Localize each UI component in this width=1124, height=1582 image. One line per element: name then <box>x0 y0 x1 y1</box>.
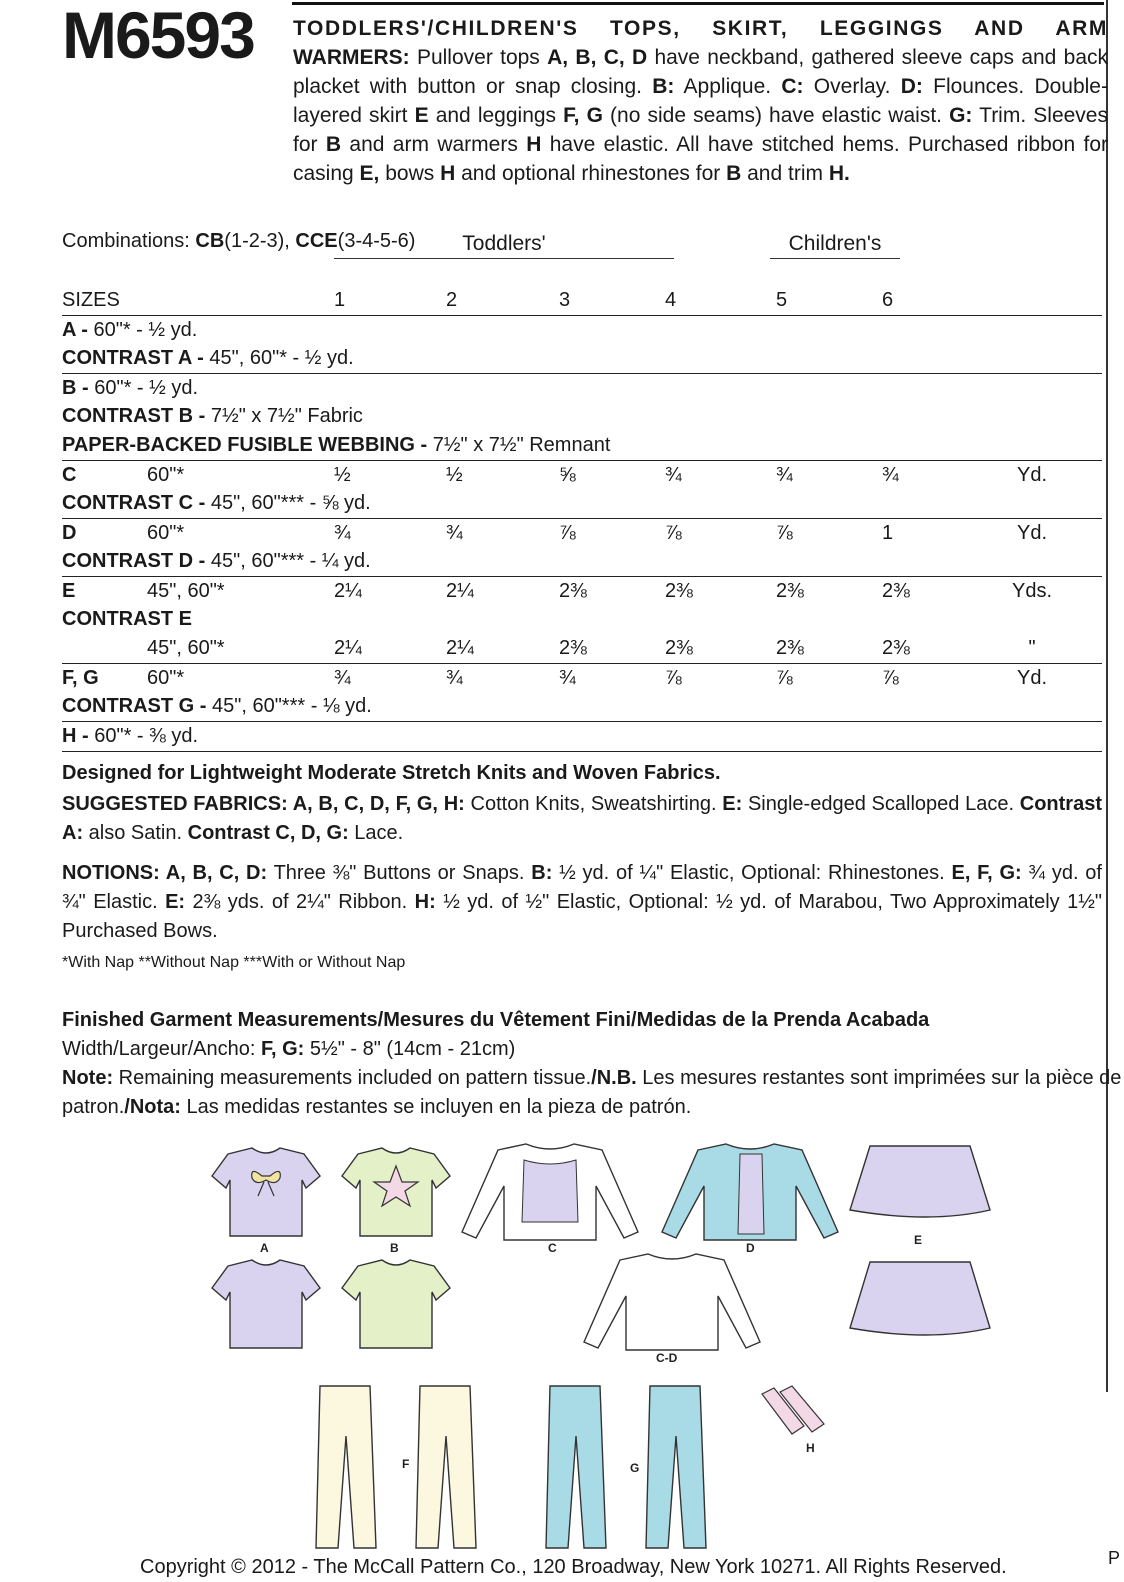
yardage-text: 7½" x 7½" Fabric <box>210 405 363 427</box>
yardage-size-1: ¾ <box>334 522 351 544</box>
fabrics-segments-segment: E: <box>722 793 743 815</box>
notions-segments-segment: ¾ yd. of ¾" Elastic. <box>62 862 1102 913</box>
description-segment: D: <box>900 75 923 98</box>
copyright: Copyright © 2012 - The McCall Pattern Co., 120 Broadway, New York 10271. All Rights Reserved. <box>140 1556 1007 1578</box>
garment-illustrations <box>180 1136 1020 1556</box>
page-edge-rule <box>1106 0 1108 1392</box>
note-segment: Note: <box>62 1067 114 1089</box>
width-value: 5½" - 8" (14cm - 21cm) <box>304 1038 516 1060</box>
combo-cce-sizes: (3-4-5-6) <box>337 230 416 252</box>
nap-key: *With Nap **Without Nap ***With or Without Nap <box>62 954 406 971</box>
yardage-size-1: 2¼ <box>334 637 362 659</box>
description-segment: B <box>325 133 342 156</box>
finished-measurements <box>62 1006 1122 1122</box>
view-name: H - <box>62 725 95 747</box>
yardage-size-4: 2⅜ <box>665 580 693 602</box>
width-views: F, G: <box>261 1038 305 1060</box>
view-name: A - <box>62 319 94 341</box>
view-name: CONTRAST C - <box>62 492 211 514</box>
view-name: PAPER-BACKED FUSIBLE WEBBING - <box>62 434 433 456</box>
children-size-group <box>770 232 900 283</box>
yardage-line <box>62 344 354 373</box>
yardage-size-1: 2¼ <box>334 580 362 602</box>
notions-segments-segment: B: <box>531 862 553 884</box>
view-name: F, G <box>62 667 99 689</box>
finished-width <box>62 1035 1122 1064</box>
yardage-text: 60"* - ½ yd. <box>94 377 199 399</box>
yardage-row-webbing <box>62 431 1102 460</box>
header-rule <box>292 2 1104 5</box>
yardage-size-4: 2⅜ <box>665 637 693 659</box>
pattern-description <box>293 14 1108 188</box>
description-segment: have neckband, gathered sleeve caps and back placket with button or snap closing. <box>293 46 1109 98</box>
view-label-d: D <box>746 1241 755 1255</box>
view-b-back-illustration <box>342 1260 450 1348</box>
view-label-cd: C-D <box>656 1351 678 1365</box>
yardage-size-5: 2⅜ <box>776 637 804 659</box>
yardage-line <box>62 489 371 518</box>
view-name: CONTRAST D - <box>62 550 211 572</box>
yardage-row-fg <box>62 663 1102 693</box>
yardage-size-3: ¾ <box>559 667 576 689</box>
description-segment: Overlay. <box>803 75 901 98</box>
description-segment: E, <box>359 162 380 185</box>
view-name: CONTRAST E <box>62 608 192 630</box>
yardage-text: 45", 60"*** - ⅝ yd. <box>210 492 371 514</box>
suggested-fabrics <box>62 790 1102 848</box>
yardage-size-5: ¾ <box>776 464 793 486</box>
description-segment: H. <box>828 162 850 185</box>
yardage-size-1: ¾ <box>334 667 351 689</box>
yardage-size-2: 2¼ <box>446 637 474 659</box>
note-segment: Las medidas restantes se incluyen en la pieza de patrón. <box>180 1096 692 1118</box>
yardage-size-2: 2¼ <box>446 580 474 602</box>
notions-segments-segment: ½ yd. of ½" Elastic, Optional: ½ yd. of Marabou, Two Approximately 1½" Purchased Bows. <box>62 891 1102 942</box>
yardage-line <box>62 431 610 460</box>
view-label-a: A <box>260 1241 269 1255</box>
yardage-text: 7½" x 7½" Remnant <box>432 434 611 456</box>
view-c-top-illustration <box>462 1144 638 1255</box>
combinations <box>62 230 415 253</box>
yardage-size-5: 2⅜ <box>776 580 804 602</box>
yardage-size-2: ½ <box>446 464 463 486</box>
yardage-size-4: ⅞ <box>665 522 682 544</box>
description-segment: and optional rhinestones for <box>455 162 727 185</box>
view-name: CONTRAST A - <box>62 347 210 369</box>
pattern-title: TODDLERS'/CHILDREN'S TOPS, SKIRT, LEGGINGS AND ARM <box>293 17 1108 40</box>
yardage-row-d <box>62 518 1102 548</box>
description-segment: Flounces. Double-layered skirt <box>293 75 1108 127</box>
yardage-unit: Yds. <box>1011 580 1053 602</box>
view-label-h: H <box>806 1441 815 1455</box>
yardage-size-1: ½ <box>334 464 351 486</box>
description-segment: and trim <box>741 162 829 185</box>
view-h-arm-warmers-illustration <box>762 1386 824 1455</box>
finished-note <box>62 1064 1122 1122</box>
yardage-row-contrast-d <box>62 547 1102 576</box>
size-6: 6 <box>882 289 894 311</box>
description-segment: A, B, C, D <box>547 46 648 69</box>
combinations-label: Combinations: <box>62 230 196 252</box>
yardage-line <box>62 402 363 431</box>
size-4: 4 <box>665 289 677 311</box>
yardage-row-contrast-a <box>62 344 1102 373</box>
fabric-width: 45", 60"* <box>147 637 225 659</box>
yardage-row-contrast-g <box>62 692 1102 721</box>
yardage-unit: Yd. <box>1016 667 1048 689</box>
view-label-c: C <box>548 1241 557 1255</box>
width-label: Width/Largeur/Ancho: <box>62 1038 261 1060</box>
yardage-text: 60"* - ½ yd. <box>93 319 198 341</box>
description-segment: F, G <box>563 104 603 127</box>
yardage-size-2: ¾ <box>446 667 463 689</box>
view-d-top-illustration <box>662 1144 838 1255</box>
sizes-row <box>62 286 1102 315</box>
notions-segments-segment: Three ⅜" Buttons or Snaps. <box>267 862 532 884</box>
size-2: 2 <box>446 289 458 311</box>
combo-cce: CCE <box>295 230 338 252</box>
yardage-size-4: ⅞ <box>665 667 682 689</box>
note-segment: /N.B. <box>591 1067 637 1089</box>
description-segment: Trim. Sleeves for <box>293 104 1108 156</box>
yardage-line <box>62 547 371 576</box>
description-segment: WARMERS: <box>293 46 417 69</box>
description-segment: and leggings <box>428 104 564 127</box>
view-name: D <box>62 522 77 544</box>
view-name: E <box>62 580 76 602</box>
yardage-text: 45", 60"*** - ¼ yd. <box>210 550 371 572</box>
yardage-size-3: ⅞ <box>559 522 576 544</box>
yardage-row-b <box>62 373 1102 403</box>
view-name: CONTRAST B - <box>62 405 211 427</box>
view-f-leggings-illustration <box>316 1386 476 1548</box>
view-name: C <box>62 464 77 486</box>
yardage-size-6: ¾ <box>882 464 899 486</box>
sizes-label: SIZES <box>62 289 120 311</box>
yardage-size-5: ⅞ <box>776 667 793 689</box>
note-segment: Remaining measurements included on pattern tissue. <box>113 1067 592 1089</box>
yardage-size-2: ¾ <box>446 522 463 544</box>
fabric-width: 60"* <box>147 667 185 689</box>
view-label-f: F <box>402 1457 410 1471</box>
toddlers-label: Toddlers' <box>458 232 549 255</box>
notions-segments-segment: E, F, G: <box>951 862 1022 884</box>
view-cd-back-illustration <box>584 1254 760 1365</box>
fabric-width: 45", 60"* <box>147 580 225 602</box>
view-label-b: B <box>390 1241 399 1255</box>
notions-segments-segment: ½ yd. of ¼" Elastic, Optional: Rhinestones. <box>552 862 952 884</box>
description-body <box>293 46 1108 185</box>
yardage-text: 45", 60"* - ½ yd. <box>209 347 354 369</box>
size-3: 3 <box>559 289 571 311</box>
yardage-line <box>62 722 198 751</box>
description-segment: bows <box>379 162 441 185</box>
description-segment: Applique. <box>674 75 782 98</box>
description-segment: G: <box>949 104 973 127</box>
view-name: CONTRAST G - <box>62 695 212 717</box>
view-g-leggings-illustration <box>546 1386 706 1548</box>
view-label-g: G <box>630 1461 640 1475</box>
yardage-size-5: ⅞ <box>776 522 793 544</box>
view-label-e: E <box>914 1233 923 1247</box>
yardage-line <box>62 374 198 403</box>
fabrics-segments-segment: Cotton Knits, Sweatshirting. <box>464 793 723 815</box>
size-1: 1 <box>334 289 346 311</box>
description-segment: have elastic. All have stitched hems. Purchased ribbon for casing <box>293 133 1109 185</box>
notions-segments-segment: H: <box>414 891 436 913</box>
fabrics-segments-segment: Contrast A: <box>62 793 1102 844</box>
yardage-size-6: 1 <box>882 522 894 544</box>
description-segment: H <box>440 162 456 185</box>
combo-cb: CB <box>195 230 225 252</box>
description-segment: B <box>726 162 742 185</box>
notions <box>62 859 1102 946</box>
size-5: 5 <box>776 289 788 311</box>
yardage-row-e <box>62 576 1102 606</box>
yardage-line <box>62 316 197 345</box>
fabrics-segments-segment: Single-edged Scalloped Lace. <box>742 793 1020 815</box>
yardage-row-contrast-c <box>62 489 1102 518</box>
yardage-row-a <box>62 315 1102 345</box>
note-segment: /Nota: <box>124 1096 181 1118</box>
fabrics-segments-segment: SUGGESTED FABRICS: A, B, C, D, F, G, H: <box>62 793 465 815</box>
fabrics-segments-segment: Contrast C, D, G: <box>187 822 349 844</box>
yardage-size-3: 2⅜ <box>559 580 587 602</box>
yardage-size-6: 2⅜ <box>882 637 910 659</box>
description-segment: B: <box>652 75 675 98</box>
fabrics-segments-segment: Lace. <box>348 822 404 844</box>
yardage-row-c <box>62 460 1102 490</box>
table-bottom-rule <box>62 751 1102 752</box>
view-b-top-illustration <box>342 1148 450 1255</box>
notions-segments-segment: 2⅜ yds. of 2¼" Ribbon. <box>185 891 415 913</box>
view-name: B - <box>62 377 95 399</box>
description-segment: E <box>414 104 429 127</box>
yardage-size-6: ⅞ <box>882 667 899 689</box>
view-e-skirt-illustration <box>850 1146 990 1335</box>
description-segment: C: <box>781 75 804 98</box>
yardage-row-h <box>62 721 1102 751</box>
yardage-text: 45", 60"*** - ⅛ yd. <box>212 695 372 717</box>
notions-segments-segment: E: <box>165 891 186 913</box>
designed-for: Designed for Lightweight Moderate Stretch Knits and Woven Fabrics. <box>62 762 721 784</box>
pattern-number: M6593 <box>62 0 254 72</box>
note-segment: Les mesures restantes sont imprimées sur la pièce de patron. <box>62 1067 1122 1118</box>
description-segment: and arm warmers <box>341 133 527 156</box>
children-label: Children's <box>785 232 886 255</box>
yardage-size-3: ⅝ <box>559 464 576 486</box>
yardage-line <box>62 692 372 721</box>
yardage-row-contrast-e <box>62 605 1102 634</box>
yardage-row-contrast-b <box>62 402 1102 431</box>
yardage-row-contrast-e-amt <box>62 634 1102 663</box>
fabric-width: 60"* <box>147 522 185 544</box>
yardage-unit: Yd. <box>1016 522 1048 544</box>
combo-cb-sizes: (1-2-3), <box>224 230 296 252</box>
fabric-width: 60"* <box>147 464 185 486</box>
yardage-size-4: ¾ <box>665 464 682 486</box>
description-segment: Pullover tops <box>416 46 548 69</box>
view-a-top-illustration <box>212 1148 320 1255</box>
description-segment: H <box>526 133 542 156</box>
fabrics-segments-segment: also Satin. <box>83 822 188 844</box>
notions-segments-segment: NOTIONS: A, B, C, D: <box>62 862 268 884</box>
yardage-unit: Yd. <box>1016 464 1048 486</box>
view-a-back-illustration <box>212 1260 320 1348</box>
corner-mark: P <box>1108 1548 1121 1568</box>
finished-heading: Finished Garment Measurements/Mesures du Vêtement Fini/Medidas de la Prenda Acabada <box>62 1009 930 1031</box>
description-segment: (no side seams) have elastic waist. <box>602 104 950 127</box>
yardage-size-6: 2⅜ <box>882 580 910 602</box>
yardage-unit: " <box>1028 637 1036 659</box>
yardage-size-3: 2⅜ <box>559 637 587 659</box>
yardage-text: 60"* - ⅜ yd. <box>94 725 199 747</box>
